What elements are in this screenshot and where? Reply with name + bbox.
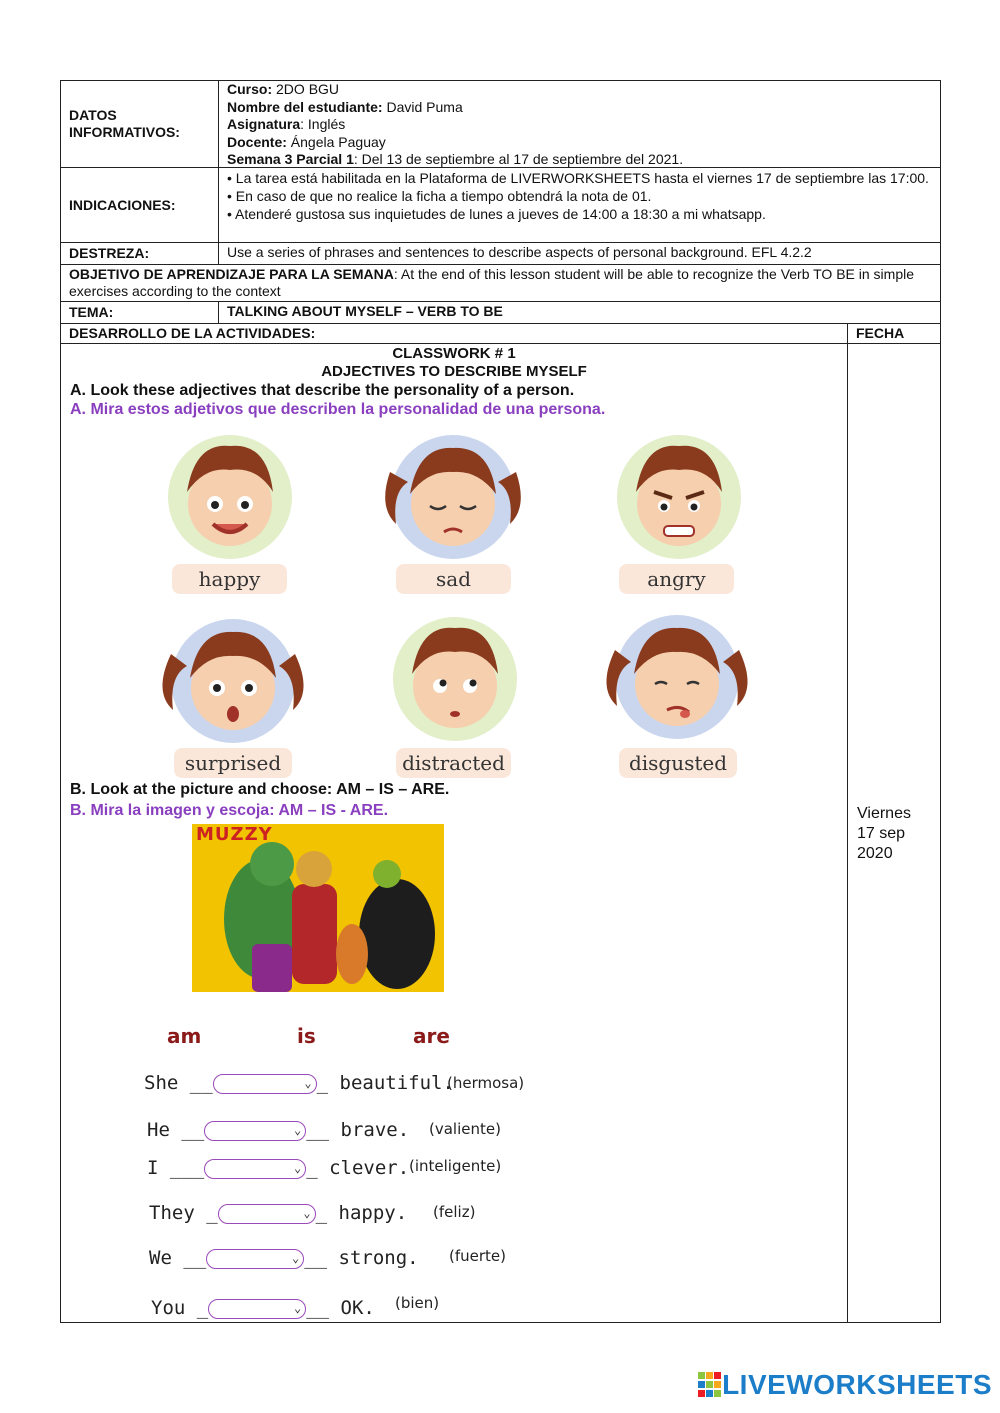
- fecha-date: 17 sep: [857, 825, 906, 842]
- tema-label: TEMA:: [61, 302, 219, 323]
- muzzy-characters-icon: [192, 824, 444, 992]
- sentence-pre: They _: [149, 1202, 218, 1224]
- nombre-value: David Puma: [382, 98, 463, 115]
- sentence-pre: We __: [149, 1247, 207, 1269]
- activities-content: [61, 344, 847, 1322]
- chevron-down-icon: ⌄: [293, 1160, 302, 1175]
- happy-face-icon: [165, 432, 295, 562]
- fecha-year: 2020: [857, 845, 893, 862]
- fecha-day: Viernes: [857, 805, 911, 822]
- instruction-b-en: B. Look at the picture and choose: AM – IS – ARE.: [70, 781, 450, 798]
- row-datos: [61, 81, 940, 168]
- activities-area: [61, 344, 940, 1322]
- indicacion-item: • En caso de que no realice la ficha a tiempo obtendrá la nota de 01.: [227, 188, 652, 204]
- adjective-disgusted: disgusted: [619, 748, 737, 778]
- sentence-row: [149, 1247, 419, 1269]
- sentence-row: [147, 1157, 409, 1179]
- sentence-pre: I ___: [147, 1157, 205, 1179]
- sentence-pre: You _: [151, 1297, 209, 1319]
- destreza-value: Use a series of phrases and sentences to describe aspects of personal background. EFL 4.2.2: [227, 244, 812, 260]
- disgusted-face-icon: [597, 610, 757, 744]
- liveworksheets-logo: [698, 1369, 992, 1401]
- answer-select[interactable]: [218, 1204, 316, 1224]
- chevron-down-icon: ⌄: [291, 1250, 300, 1265]
- tema-value: TALKING ABOUT MYSELF – VERB TO BE: [227, 303, 503, 319]
- adjective-sad: sad: [396, 564, 511, 594]
- indicaciones-list: [219, 168, 940, 242]
- indicaciones-label: INDICACIONES:: [61, 168, 219, 242]
- sad-face-icon: [378, 432, 528, 562]
- asignatura-value: : Inglés: [300, 116, 346, 132]
- choice-am: am: [167, 1024, 202, 1048]
- translation: (hermosa): [447, 1074, 525, 1092]
- sentence-pre: He __: [147, 1119, 205, 1141]
- desarrollo-label: DESARROLLO DE LA ACTIVIDADES:: [69, 325, 316, 341]
- indicacion-item: • La tarea está habilitada en la Plataforma de LIVERWORKSHEETS hasta el viernes 17 de septiembre las 17:00.: [227, 170, 929, 186]
- adjective-happy: happy: [172, 564, 287, 594]
- translation: (feliz): [433, 1203, 476, 1221]
- docente-key: Docente:: [227, 133, 287, 150]
- row-objetivo: [61, 265, 940, 302]
- answer-select[interactable]: [213, 1074, 317, 1094]
- instruction-a-es: A. Mira estos adjetivos que describen la personalidad de una persona.: [70, 401, 606, 418]
- sentence-post: _ happy.: [315, 1202, 408, 1224]
- nombre-key: Nombre del estudiante:: [227, 98, 383, 115]
- datos-label: DATOS INFORMATIVOS:: [61, 81, 219, 167]
- answer-select[interactable]: [204, 1121, 306, 1141]
- objetivo-value: : At the end of this lesson student will be able to recognize the Verb TO BE in simple exercises according to the context: [69, 266, 915, 299]
- sentence-post: __ OK.: [306, 1297, 375, 1319]
- fecha-column: [847, 344, 940, 1322]
- row-destreza: [61, 243, 940, 265]
- answer-select[interactable]: [204, 1159, 306, 1179]
- worksheet-table: [60, 80, 941, 1323]
- adjective-surprised: surprised: [174, 748, 292, 778]
- muzzy-picture: [192, 824, 444, 992]
- translation: (inteligente): [409, 1157, 502, 1175]
- sentence-post: __ strong.: [304, 1247, 419, 1269]
- fecha-header: FECHA: [847, 324, 940, 343]
- chevron-down-icon: ⌄: [293, 1122, 302, 1137]
- sentence-row: [147, 1119, 409, 1141]
- row-tema: [61, 302, 940, 324]
- adjective-distracted: distracted: [396, 748, 511, 778]
- distracted-face-icon: [390, 614, 520, 744]
- datos-values: [219, 81, 940, 167]
- row-desarrollo: [61, 324, 940, 344]
- liveworksheets-logo-icon: [698, 1372, 722, 1398]
- fecha-value: [857, 804, 911, 864]
- choice-is: is: [297, 1024, 316, 1048]
- sentence-row: [151, 1297, 375, 1319]
- row-indicaciones: [61, 168, 940, 243]
- sentence-post: _ clever.: [306, 1157, 410, 1179]
- translation: (valiente): [429, 1120, 501, 1138]
- classwork-title: CLASSWORK # 1: [392, 345, 516, 362]
- classwork-subtitle: ADJECTIVES TO DESCRIBE MYSELF: [321, 363, 587, 380]
- instruction-a-en: A. Look these adjectives that describe the personality of a person.: [70, 382, 575, 399]
- semana-value: : Del 13 de septiembre al 17 de septiembre del 2021.: [353, 151, 684, 167]
- surprised-face-icon: [153, 614, 313, 748]
- curso-value: 2DO BGU: [272, 81, 340, 97]
- translation: (fuerte): [449, 1247, 506, 1265]
- asignatura-key: Asignatura: [227, 116, 301, 132]
- chevron-down-icon: ⌄: [304, 1075, 312, 1090]
- destreza-label: DESTREZA:: [61, 243, 219, 264]
- sentence-row: [149, 1202, 407, 1224]
- sentence-pre: She __: [144, 1072, 213, 1094]
- indicacion-item: • Atenderé gustosa sus inquietudes de lunes a jueves de 14:00 a 18:30 a mi whatsapp.: [227, 206, 766, 222]
- answer-select[interactable]: [208, 1299, 306, 1319]
- adjective-angry: angry: [619, 564, 734, 594]
- curso-key: Curso:: [227, 81, 273, 97]
- objetivo-label: OBJETIVO DE APRENDIZAJE PARA LA SEMANA: [69, 266, 394, 282]
- translation: (bien): [395, 1294, 440, 1312]
- docente-value: Ángela Paguay: [286, 133, 386, 150]
- sentence-row: [144, 1072, 454, 1094]
- logo-text: LIVEWORKSHEETS: [722, 1369, 992, 1400]
- choice-are: are: [413, 1024, 450, 1048]
- objetivo-cell: [61, 265, 940, 301]
- poster-title: MUZZY: [196, 824, 273, 845]
- semana-key: Semana 3 Parcial 1: [227, 151, 354, 167]
- chevron-down-icon: ⌄: [303, 1205, 311, 1220]
- chevron-down-icon: ⌄: [293, 1300, 302, 1315]
- answer-select[interactable]: [206, 1249, 304, 1269]
- sentence-post: __ brave.: [306, 1119, 410, 1141]
- sentence-post: _ beautiful.: [316, 1072, 454, 1094]
- instruction-b-es: B. Mira la imagen y escoja: AM – IS - ARE.: [70, 802, 389, 819]
- angry-face-icon: [614, 432, 744, 562]
